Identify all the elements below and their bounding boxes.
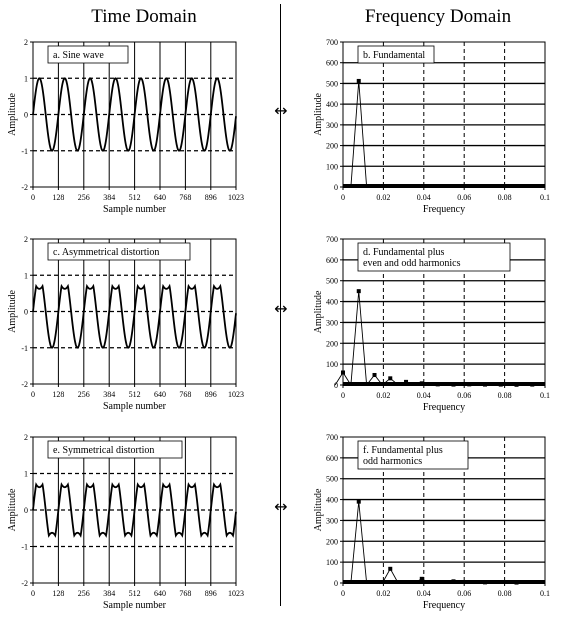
panel-label-text: b. Fundamental <box>363 50 426 61</box>
x-axis-label: Sample number <box>102 600 167 611</box>
x-tick-label: 256 <box>77 390 90 399</box>
panel-label-text: d. Fundamental plus <box>363 247 445 258</box>
spectrum-point <box>373 373 377 377</box>
y-tick-label: 100 <box>326 558 338 568</box>
x-tick-label: 128 <box>52 390 65 399</box>
x-tick-label: 0.06 <box>457 589 472 598</box>
x-tick-label: 896 <box>204 390 217 399</box>
y-tick-label: 500 <box>326 474 338 484</box>
y-tick-label: -2 <box>21 183 28 192</box>
y-tick-label: 0 <box>24 506 28 515</box>
y-tick-label: 100 <box>326 360 338 370</box>
x-axis-label: Sample number <box>102 401 167 412</box>
y-axis-label: Amplitude <box>7 290 18 333</box>
y-tick-label: 200 <box>326 141 338 151</box>
spectrum-point <box>451 383 455 387</box>
panel-label-text: even and odd harmonics <box>363 258 461 269</box>
y-tick-label: 300 <box>326 516 338 526</box>
x-tick-label: 0.02 <box>376 193 391 202</box>
frequency-domain-heading: Frequency Domain <box>364 6 512 27</box>
chart-panel-e <box>7 433 244 611</box>
x-tick-label: 768 <box>179 589 192 598</box>
x-tick-label: 768 <box>179 193 192 202</box>
y-tick-label: 600 <box>326 453 338 463</box>
x-tick-label: 128 <box>52 589 65 598</box>
y-tick-label: 200 <box>326 339 338 349</box>
x-tick-label: 0 <box>341 193 345 202</box>
x-tick-label: 640 <box>153 390 166 399</box>
y-tick-label: 2 <box>24 38 28 47</box>
y-tick-label: 600 <box>326 255 338 265</box>
chart-panel-f <box>313 433 550 611</box>
x-axis-label: Frequency <box>422 402 466 413</box>
spectrum-point <box>357 500 361 504</box>
y-tick-label: 600 <box>326 58 338 68</box>
x-tick-label: 0.1 <box>540 391 550 400</box>
x-tick-label: 384 <box>103 390 116 399</box>
chart-panel-b <box>313 38 550 215</box>
y-axis-label: Amplitude <box>313 93 324 136</box>
x-tick-label: 0 <box>31 193 35 202</box>
y-tick-label: 700 <box>326 38 338 47</box>
spectrum-point <box>341 370 345 374</box>
y-tick-label: 1 <box>24 469 28 479</box>
spectrum-point <box>420 577 424 581</box>
y-tick-label: 1 <box>24 271 28 281</box>
x-tick-label: 512 <box>128 193 141 202</box>
y-tick-label: 700 <box>326 235 338 244</box>
y-tick-label: 2 <box>24 433 28 442</box>
y-tick-label: 0 <box>334 579 338 588</box>
spectrum-point <box>436 382 440 386</box>
spectrum-point <box>499 383 503 387</box>
x-tick-label: 0 <box>341 391 345 400</box>
spectrum-point <box>515 581 519 585</box>
y-tick-label: 500 <box>326 79 338 89</box>
spectrum-point <box>420 381 424 385</box>
spectrum-peak <box>351 502 367 583</box>
x-tick-label: 256 <box>77 589 90 598</box>
x-tick-label: 640 <box>153 193 166 202</box>
x-tick-label: 896 <box>204 193 217 202</box>
spectrum-point <box>404 380 408 384</box>
x-tick-label: 1023 <box>228 589 244 598</box>
x-tick-label: 768 <box>179 390 192 399</box>
y-tick-label: 0 <box>334 381 338 390</box>
y-tick-label: 0 <box>334 183 338 192</box>
x-tick-label: 0.02 <box>376 391 391 400</box>
spectrum-point <box>357 79 361 83</box>
time-domain-heading: Time Domain <box>91 6 197 27</box>
spectrum-peak <box>351 291 367 385</box>
y-tick-label: 100 <box>326 162 338 172</box>
y-tick-label: 400 <box>326 100 338 110</box>
y-tick-label: 500 <box>326 276 338 286</box>
spectrum-point <box>530 383 534 387</box>
chart-panel-a <box>7 38 244 215</box>
chart-panel-c <box>7 235 244 412</box>
y-tick-label: 200 <box>326 537 338 547</box>
x-tick-label: 0.1 <box>540 589 550 598</box>
x-tick-label: 128 <box>52 193 65 202</box>
x-tick-label: 1023 <box>228 390 244 399</box>
spectrum-point <box>515 383 519 387</box>
spectrum-point <box>451 579 455 583</box>
x-tick-label: 0.06 <box>457 193 472 202</box>
x-tick-label: 0 <box>31 390 35 399</box>
spectrum-point <box>388 567 392 571</box>
transform-arrow-icon-2: ↔ <box>274 299 288 318</box>
spectrum-point <box>467 382 471 386</box>
x-tick-label: 0.08 <box>497 391 512 400</box>
panel-label-text: a. Sine wave <box>53 50 104 61</box>
y-tick-label: 400 <box>326 495 338 505</box>
y-tick-label: 0 <box>24 307 28 317</box>
y-tick-label: 700 <box>326 433 338 442</box>
transform-arrow-icon-1: ↔ <box>274 101 288 120</box>
x-tick-label: 0.08 <box>497 193 512 202</box>
transform-arrow-icon-3: ↔ <box>274 497 288 516</box>
y-tick-label: 400 <box>326 297 338 307</box>
x-axis-label: Sample number <box>102 204 167 215</box>
x-axis-label: Frequency <box>422 204 466 215</box>
y-axis-label: Amplitude <box>7 488 18 532</box>
y-tick-label: 300 <box>326 318 338 328</box>
x-tick-label: 1023 <box>228 193 244 202</box>
y-tick-label: -2 <box>21 579 28 588</box>
spectrum-point <box>357 289 361 293</box>
panel-label-text: e. Symmetrical distortion <box>53 445 155 456</box>
x-tick-label: 512 <box>128 589 141 598</box>
spectrum-point <box>483 383 487 387</box>
x-tick-label: 0.08 <box>497 589 512 598</box>
y-tick-label: 300 <box>326 120 338 130</box>
panel-label-text: odd harmonics <box>363 456 423 467</box>
spectrum-point <box>388 376 392 380</box>
spectrum-point <box>483 580 487 584</box>
plot-frame <box>343 42 545 187</box>
x-tick-label: 0.02 <box>376 589 391 598</box>
x-axis-label: Frequency <box>422 600 466 611</box>
x-tick-label: 0.04 <box>416 391 431 400</box>
x-tick-label: 896 <box>204 589 217 598</box>
x-tick-label: 0.04 <box>416 589 431 598</box>
x-tick-label: 512 <box>128 390 141 399</box>
y-axis-label: Amplitude <box>313 290 324 334</box>
y-tick-label: 2 <box>24 235 28 244</box>
spectrum-peak <box>351 81 367 187</box>
x-tick-label: 384 <box>103 193 116 202</box>
x-tick-label: 0 <box>31 589 35 598</box>
y-axis-label: Amplitude <box>7 93 18 136</box>
y-tick-label: -1 <box>21 542 28 552</box>
x-tick-label: 0.1 <box>540 193 550 202</box>
y-tick-label: -1 <box>21 146 28 156</box>
chart-panel-d <box>313 235 550 413</box>
x-tick-label: 0 <box>341 589 345 598</box>
panel-label-text: f. Fundamental plus <box>363 445 443 456</box>
x-tick-label: 0.06 <box>457 391 472 400</box>
x-tick-label: 640 <box>153 589 166 598</box>
y-tick-label: -2 <box>21 380 28 389</box>
y-tick-label: -1 <box>21 343 28 353</box>
y-tick-label: 1 <box>24 74 28 84</box>
y-axis-label: Amplitude <box>313 488 324 532</box>
x-tick-label: 384 <box>103 589 116 598</box>
y-tick-label: 0 <box>24 110 28 120</box>
x-tick-label: 0.04 <box>416 193 431 202</box>
panel-label-text: c. Asymmetrical distortion <box>53 247 160 258</box>
x-tick-label: 256 <box>77 193 90 202</box>
